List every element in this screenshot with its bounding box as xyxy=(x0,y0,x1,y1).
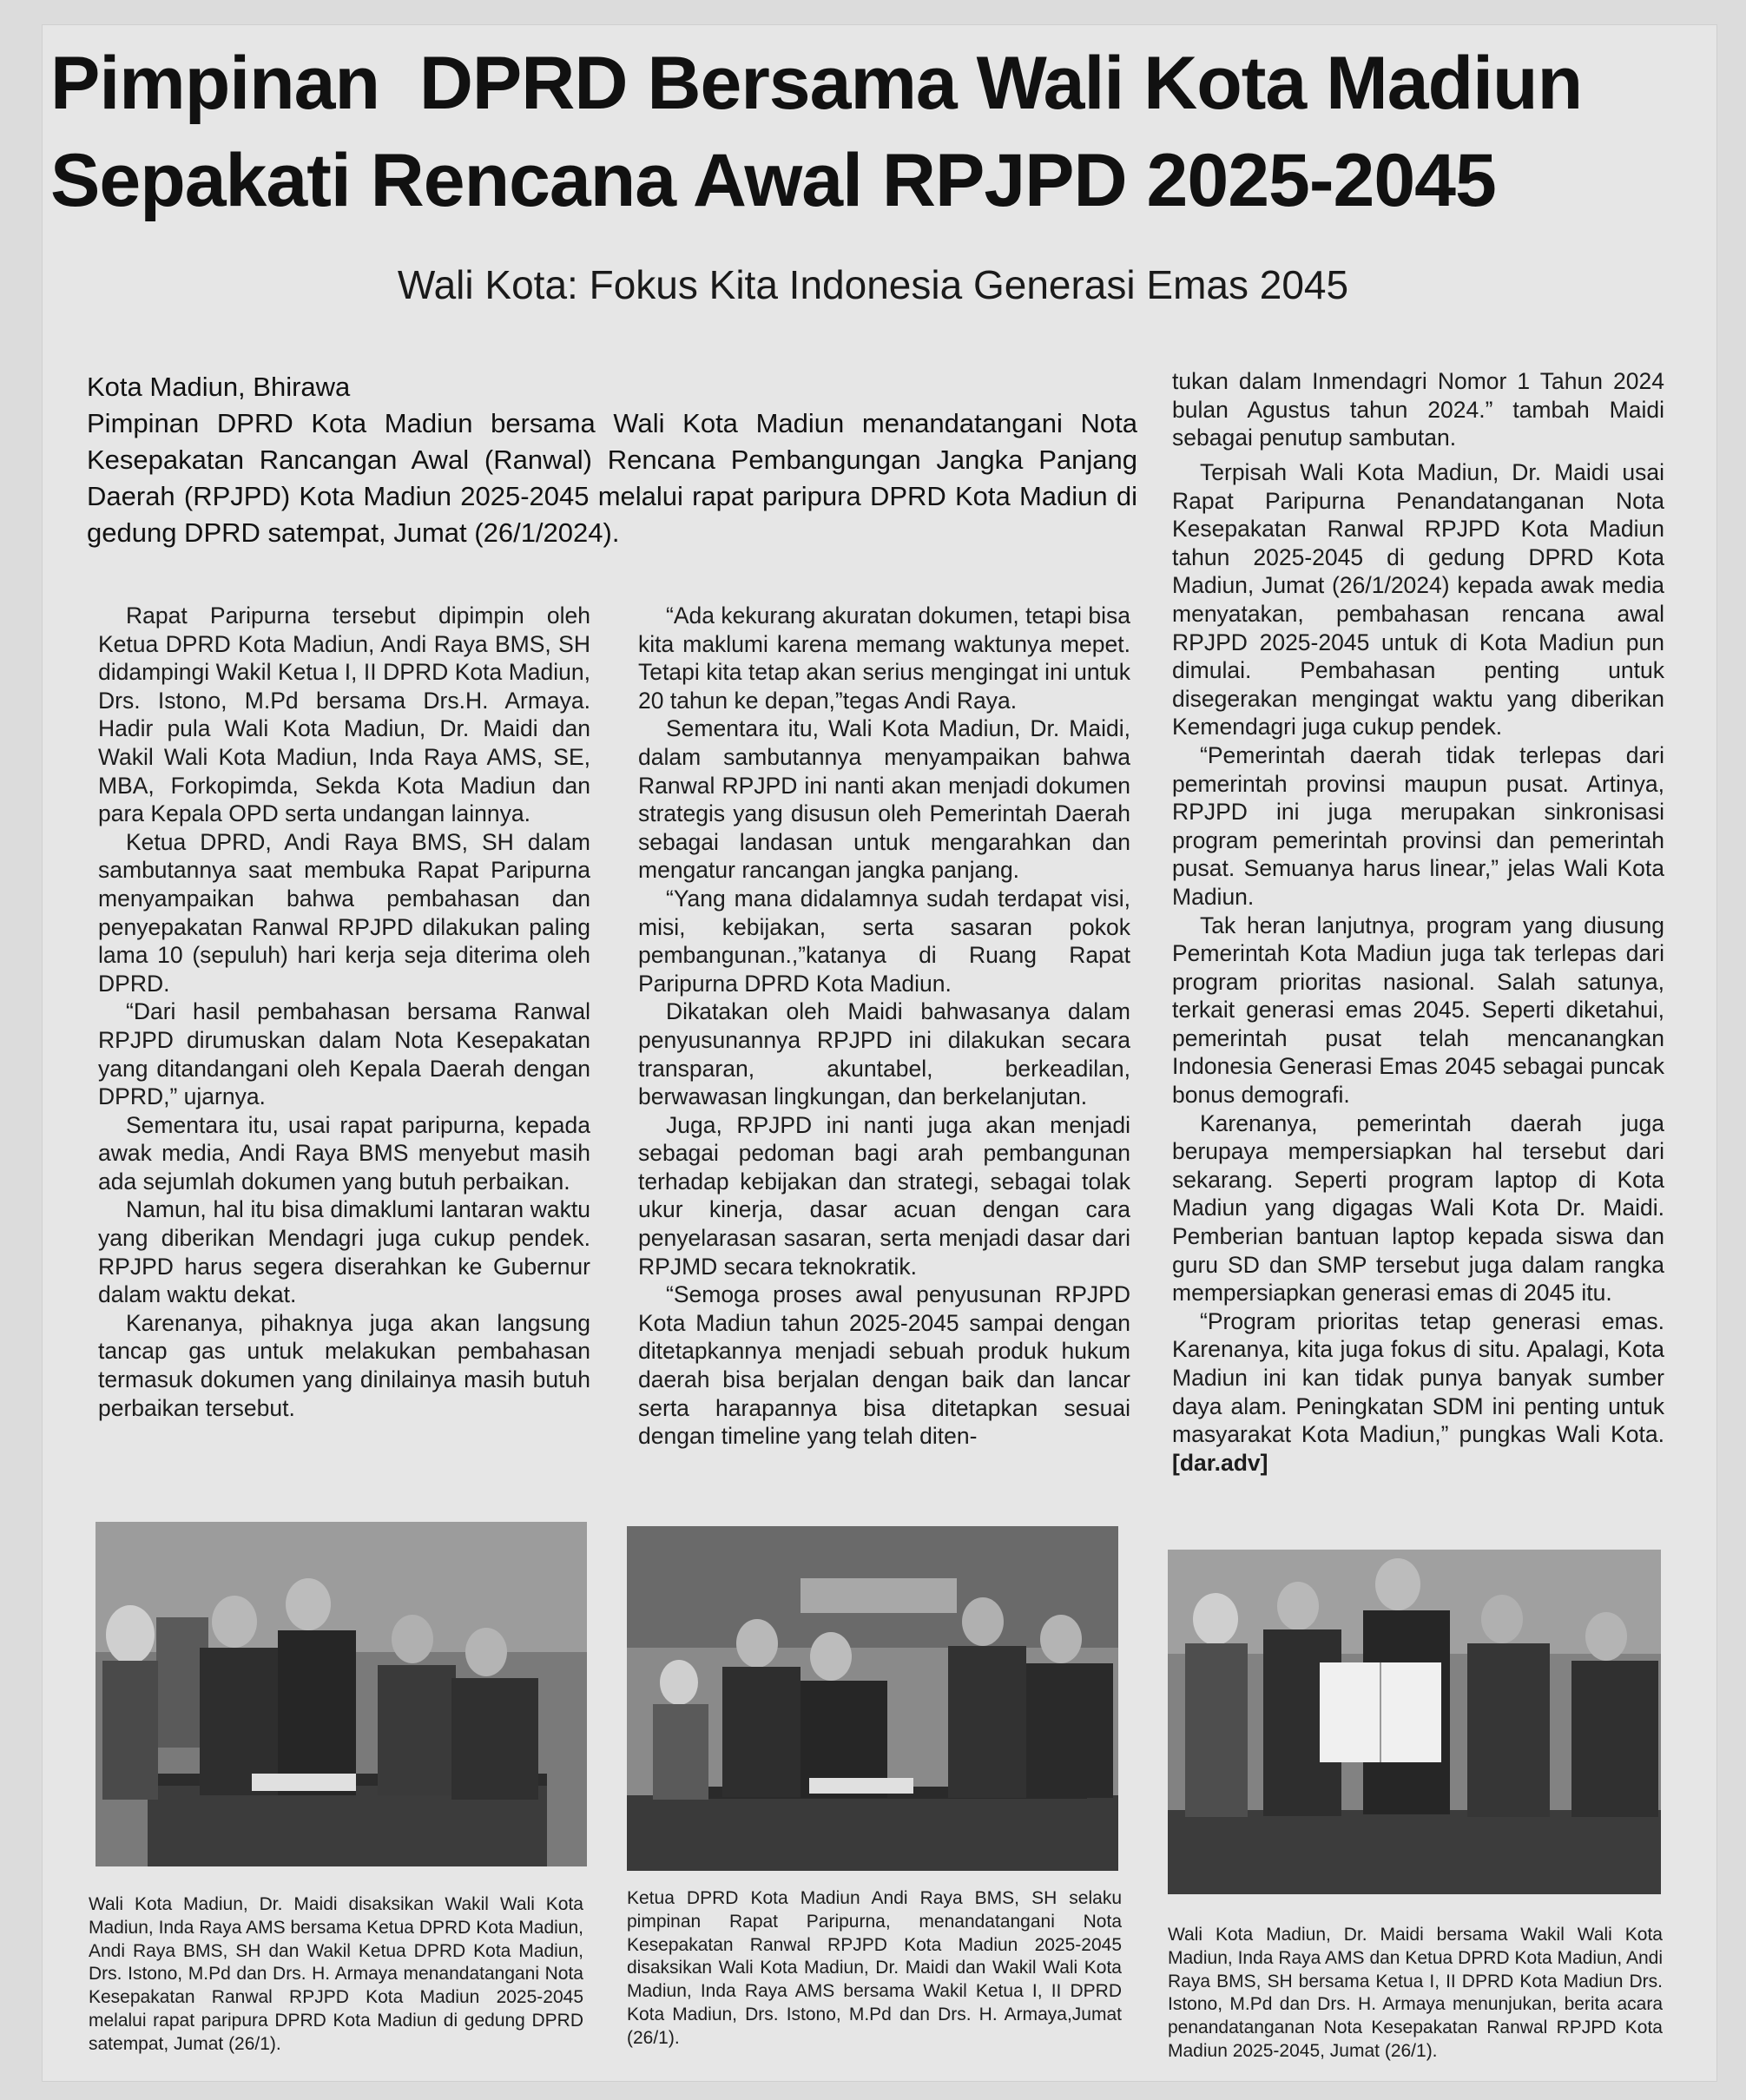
photo-caption-3: Wali Kota Madiun, Dr. Maidi bersama Wakil Wali Kota Madiun, Inda Raya AMS dan Ketua DPRD Kota Madiun, Andi Raya BMS, SH bersama Ketua I, II DPRD Kota Madiun Drs. Istono, M.Pd dan Drs. H. Armaya menunjukan, berita acara penandatanganan Nota Kesepakatan Ranwal RPJPD Kota Madiun 2025-2045, Jumat (26/1). xyxy=(1168,1925,1663,2061)
headline xyxy=(50,35,1683,229)
body-paragraph: Dikatakan oleh Maidi bahwasanya dalam penyusunannya RPJPD ini dilakukan secara transparan, akuntabel, berkeadilan, berwawasan lingkungan, dan berkelanjutan. xyxy=(638,998,1130,1110)
body-paragraph: Terpisah Wali Kota Madiun, Dr. Maidi usai Rapat Paripurna Penandatanganan Nota Kesepakatan Ranwal RPJPD Kota Madiun tahun 2025-2045 di gedung DPRD Kota Madiun, Jumat (26/1/2024) kepada awak media menyatakan, pembahasan rencana awal RPJPD 2025-2045 untuk di Kota Madiun pun dimulai. Pembahasan penting untuk disegerakan mengingat waktu yang diberikan Kemendagri juga cukup pendek. xyxy=(1172,459,1664,741)
headline-line-2: Sepakati Rencana Awal RPJPD 2025-2045 xyxy=(50,139,1496,222)
body-paragraph: “Semoga proses awal penyusunan RPJPD Kota Madiun tahun 2025-2045 sampai dengan ditetapkannya menjadi sebuah produk hukum daerah bisa berjalan dengan baik dan lancar serta harapannya bisa ditetapkan sesuai dengan timeline yang telah diten- xyxy=(638,1281,1130,1450)
body-paragraph: tukan dalam Inmendagri Nomor 1 Tahun 2024 bulan Agustus tahun 2024.” tambah Maidi sebagai penutup sambutan. xyxy=(1172,368,1664,451)
body-paragraph: Rapat Paripurna tersebut dipimpin oleh Ketua DPRD Kota Madiun, Andi Raya BMS, SH didampingi Wakil Ketua I, II DPRD Kota Madiun, Drs. Istono, M.Pd bersama Drs.H. Armaya. Hadir pula Wali Kota Madiun, Dr. Maidi dan Wakil Wali Kota Madiun, Inda Raya AMS, SE, MBA, Forkopimda, Sekda Kota Madiun dan para Kepala OPD serta undangan lainnya. xyxy=(98,602,590,827)
body-paragraph: “Dari hasil pembahasan bersama Ranwal RPJPD dirumuskan dalam Nota Kesepakatan yang ditandangani oleh Kepala Daerah dengan DPRD,” ujarnya. xyxy=(98,998,590,1110)
body-column-2 xyxy=(638,602,1130,1451)
subheadline: Wali Kota: Fokus Kita Indonesia Generasi Emas 2045 xyxy=(397,262,1349,307)
body-paragraph: Namun, hal itu bisa dimaklumi lantaran waktu yang diberikan Mendagri juga cukup pendek. RPJPD harus segera diserahkan ke Gubernur dalam waktu dekat. xyxy=(98,1196,590,1308)
body-paragraph: Sementara itu, Wali Kota Madiun, Dr. Maidi, dalam sambutannya menyampaikan bahwa Ranwal RPJPD ini nanti akan menjadi dokumen strategis yang disusun oleh Pemerintah Daerah sebagai landasan untuk mengarahkan dan mengatur rancangan jangka panjang. xyxy=(638,715,1130,884)
body-paragraph: Karenanya, pemerintah daerah juga berupaya mempersiapkan hal tersebut dari sekarang. Seperti program laptop di Kota Madiun yang digagas Wali Kota Dr. Maidi. Pemberian bantuan laptop kepada siswa dan guru SD dan SMP tersebut juga dalam rangka mempersiapkan generasi emas di 2045 itu. xyxy=(1172,1109,1664,1307)
body-paragraph: “Yang mana didalamnya sudah terdapat visi, misi, kebijakan, serta sasaran pokok pembangunan.,”katanya di Ruang Rapat Paripurna DPRD Kota Madiun. xyxy=(638,885,1130,997)
photo-signing-witnessed xyxy=(96,1522,587,1866)
photo-caption-1: Wali Kota Madiun, Dr. Maidi disaksikan Wakil Wali Kota Madiun, Inda Raya AMS bersama Ketua DPRD Kota Madiun, Andi Raya BMS, SH dan Wakil Ketua DPRD Kota Madiun, Drs. Istono, M.Pd dan Drs. H. Armaya menandatangani Nota Kesepakatan Ranwal RPJPD Kota Madiun 2025-2045 melalui rapat paripura DPRD Kota Madiun di gedung DPRD satempat, Jumat (26/1). xyxy=(89,1894,583,2054)
photo-chairman-signing xyxy=(627,1526,1118,1871)
photo-showing-document xyxy=(1168,1550,1661,1894)
body-paragraph: Ketua DPRD, Andi Raya BMS, SH dalam sambutannya saat membuka Rapat Paripurna menyampaikan bahwa pembahasan dan penyepakatan Ranwal RPJPD dilakukan paling lama 10 (sepuluh) hari kerja seja diterima oleh DPRD. xyxy=(98,828,590,997)
body-paragraph: “Pemerintah daerah tidak terlepas dari pemerintah provinsi maupun pusat. Artinya, RPJPD ini juga merupakan sinkronisasi program pemerintah provinsi dan pemerintah pusat. Semuanya harus linear,” jelas Wali Kota Madiun. xyxy=(1172,741,1664,910)
body-paragraph xyxy=(1172,1307,1664,1478)
photo-caption-2: Ketua DPRD Kota Madiun Andi Raya BMS, SH selaku pimpinan Rapat Paripurna, menandatangani Nota Kesepakatan Ranwal RPJPD Kota Madiun 2025-2045 disaksikan Wali Kota Madiun, Dr. Maidi dan Wakil Wali Kota Madiun, Inda Raya AMS bersama Wakil Ketua I, II DPRD Kota Madiun, Drs. Istono, M.Pd dan Drs. H. Armaya,Jumat (26/1). xyxy=(627,1888,1122,2048)
closing-paragraph-text: “Program prioritas tetap generasi emas. Karenanya, kita juga fokus di situ. Apalagi, Kota Madiun ini kan tidak punya banyak sumber daya alam. Peningkatan SDM ini penting untuk masyarakat Kota Madiun,” pungkas Wali Kota. xyxy=(1172,1307,1664,1448)
dateline: Kota Madiun, Bhirawa xyxy=(87,372,351,402)
body-paragraph: Juga, RPJPD ini nanti juga akan menjadi sebagai pedoman bagi arah pembangunan terhadap kebijakan dan strategi, sebagai tolak ukur kinerja, dasar acuan dengan cara penyelarasan sasaran, serta menjadi dasar dari RPJMD secara teknokratik. xyxy=(638,1111,1130,1280)
body-paragraph: “Ada kekurang akuratan dokumen, tetapi bisa kita maklumi karena memang waktunya mepet. Tetapi kita tetap akan serius mengingat ini untuk 20 tahun ke depan,”tegas Andi Raya. xyxy=(638,602,1130,714)
body-column-1 xyxy=(98,602,590,1422)
body-column-3 xyxy=(1172,458,1664,1477)
author-signoff: [dar.adv] xyxy=(1172,1449,1268,1476)
lead-text: Pimpinan DPRD Kota Madiun bersama Wali Kota Madiun menandatangani Nota Kesepakatan Rancangan Awal (Ranwal) Rencana Pembangungan Jangka Panjang Daerah (RPJPD) Kota Madiun 2025-2045 melalui rapat paripura DPRD Kota Madiun di gedung DPRD satempat, Jumat (26/1/2024). xyxy=(87,408,1137,548)
body-paragraph: Karenanya, pihaknya juga akan langsung tancap gas untuk melakukan pembahasan termasuk dokumen yang dinilainya masih butuh perbaikan tersebut. xyxy=(98,1309,590,1421)
lead-paragraph xyxy=(87,369,1137,551)
body-paragraph: Tak heran lanjutnya, program yang diusung Pemerintah Kota Madiun juga tak terlepas dari program prioritas nasional. Salah satunya, terkait generasi emas 2045. Seperti diketahui, pemerintah pusat telah mencanangkan Indonesia Generasi Emas 2045 sebagai puncak bonus demografi. xyxy=(1172,912,1664,1109)
headline-line-1: Pimpinan DPRD Bersama Wali Kota Madiun xyxy=(50,42,1583,125)
body-column-3-continuation xyxy=(1172,367,1664,452)
body-paragraph: Sementara itu, usai rapat paripurna, kepada awak media, Andi Raya BMS menyebut masih ada sejumlah dokumen yang butuh perbaikan. xyxy=(98,1111,590,1195)
